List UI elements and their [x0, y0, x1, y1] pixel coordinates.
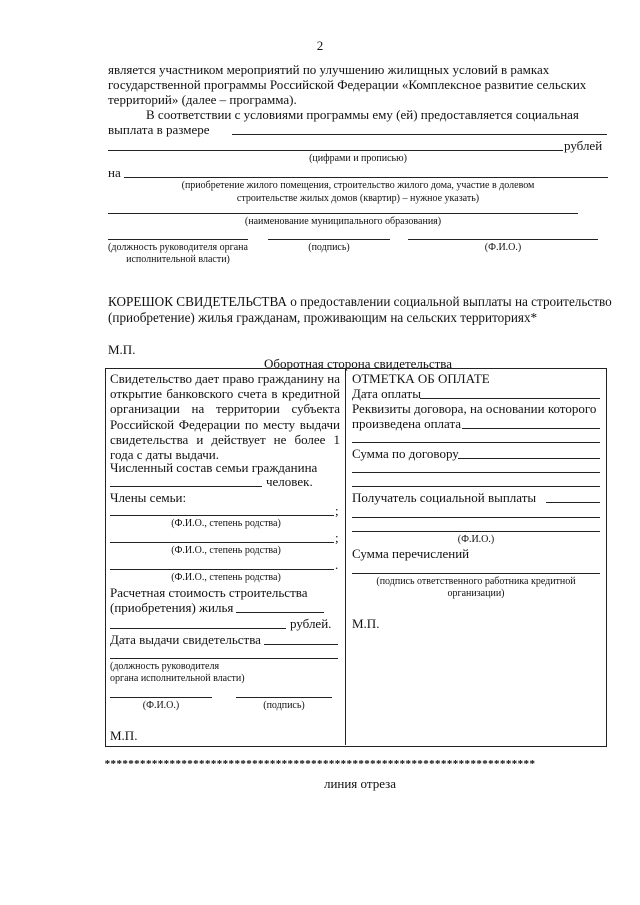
page-number: 2: [316, 38, 324, 53]
contract-sum-line-3: [352, 486, 600, 487]
cost-label-2: (приобретения) жилья: [110, 600, 234, 615]
payment-mark-title: ОТМЕТКА ОБ ОПЛАТЕ: [352, 371, 490, 386]
left-signature-line: [236, 697, 332, 698]
sig-fio: (Ф.И.О.): [484, 242, 522, 253]
cost-label-1: Расчетная стоимость строительства: [110, 585, 308, 600]
cost-rubles: рублей.: [290, 616, 332, 631]
recipient-line-1: [546, 502, 600, 503]
issue-date-label: Дата выдачи свидетельства: [110, 632, 261, 647]
reverse-side-title: Оборотная сторона свидетельства: [263, 356, 453, 371]
position-line-left: [110, 658, 338, 659]
left-position-2: органа исполнительной власти): [110, 673, 245, 684]
cut-stars: *************************************************************************: [104, 758, 536, 770]
fio-kin-3: (Ф.И.О., степень родства): [171, 572, 281, 583]
member-line-3: [110, 569, 334, 570]
recipient-line-2: [352, 517, 600, 518]
fio-line: [408, 239, 598, 240]
hint-purpose-1: (приобретение жилого помещения, строительство жилого дома, участие в долевом: [181, 180, 535, 191]
semicolon-1: ;: [335, 503, 339, 518]
contract-sum-label: Сумма по договору: [352, 446, 459, 461]
recipient-label: Получатель социальной выплаты: [352, 490, 537, 505]
cost-line-2: [110, 628, 286, 629]
family-count-line: [110, 486, 262, 487]
contract-line-1: [462, 428, 600, 429]
member-line-1: [110, 515, 334, 516]
contract-line-2: [352, 442, 600, 443]
fio-kin-1: (Ф.И.О., степень родства): [171, 518, 281, 529]
fio-kin-2: (Ф.И.О., степень родства): [171, 545, 281, 556]
pay-date-label: Дата оплаты: [352, 386, 421, 401]
left-position-1: (должность руководителя: [110, 661, 220, 672]
stub-title-1: КОРЕШОК СВИДЕТЕЛЬСТВА о предоставлении социальной выплаты на строительство: [108, 294, 612, 309]
dot-3: .: [335, 557, 339, 572]
purpose-line: [124, 177, 608, 178]
left-fio: (Ф.И.О.): [142, 700, 180, 711]
contract-sum-line-2: [352, 472, 600, 473]
sig-signature: (подпись): [308, 242, 350, 253]
contract-label-2: произведена оплата: [352, 416, 462, 431]
na-label: на: [108, 165, 121, 180]
payment-amount-line: [232, 134, 607, 135]
contract-sum-line-1: [458, 458, 600, 459]
left-mp: М.П.: [110, 728, 138, 743]
left-fio-line: [110, 697, 212, 698]
bank-sig-1: (подпись ответственного работника кредитной: [376, 576, 576, 587]
left-signature: (подпись): [263, 700, 305, 711]
right-mp: М.П.: [352, 616, 380, 631]
intro-line-1: является участником мероприятий по улучшению жилищных условий в рамках: [108, 62, 550, 77]
members-label: Члены семьи:: [110, 490, 187, 505]
persons-label: человек.: [266, 474, 313, 489]
sig-position: (должность руководителя органа исполнительной власти): [108, 242, 248, 265]
cost-line-1: [236, 612, 324, 613]
hint-municipal: (наименование муниципального образования): [244, 216, 442, 227]
transfer-sum-label: Сумма перечислений: [352, 546, 470, 561]
contract-label-1: Реквизиты договора, на основании которого: [352, 401, 597, 416]
signature-line: [268, 239, 390, 240]
payment-amount-line-2: [108, 150, 563, 151]
stub-mp: М.П.: [108, 342, 136, 357]
intro-line-3: территорий» (далее – программа).: [108, 92, 297, 107]
intro-line-5: выплата в размере: [108, 122, 210, 137]
left-cell-text: Свидетельство дает право гражданину на открытие банковского счета в кредитной организации на территории субъекта Российской Федерации по месту выдачи свидетельства и действует не более 1 года с даты выдачи.: [110, 371, 340, 463]
recipient-line-3: [352, 531, 600, 532]
municipal-line: [108, 213, 578, 214]
intro-line-4: В соответствии с условиями программы ему (ей) предоставляется социальная: [146, 107, 579, 122]
semicolon-2: ;: [335, 530, 339, 545]
cut-line-label: линия отреза: [323, 776, 397, 791]
stub-title-2: (приобретение) жилья гражданам, проживающим на сельских территориях*: [108, 310, 538, 325]
member-line-2: [110, 542, 334, 543]
transfer-sum-line: [352, 573, 600, 574]
family-count-label: Численный состав семьи гражданина: [110, 460, 318, 475]
position-line: [108, 239, 248, 240]
table-divider: [345, 368, 346, 745]
pay-date-line: [420, 398, 600, 399]
issue-date-line: [264, 644, 338, 645]
hint-purpose-2: строительстве жилых домов (квартир) – нужное указать): [236, 193, 480, 204]
right-fio: (Ф.И.О.): [457, 534, 495, 545]
rubles-label: рублей: [564, 138, 603, 153]
hint-sum: (цифрами и прописью): [309, 153, 407, 164]
intro-line-2: государственной программы Российской Федерации «Комплексное развитие сельских: [108, 77, 587, 92]
bank-sig-2: организации): [447, 588, 505, 599]
